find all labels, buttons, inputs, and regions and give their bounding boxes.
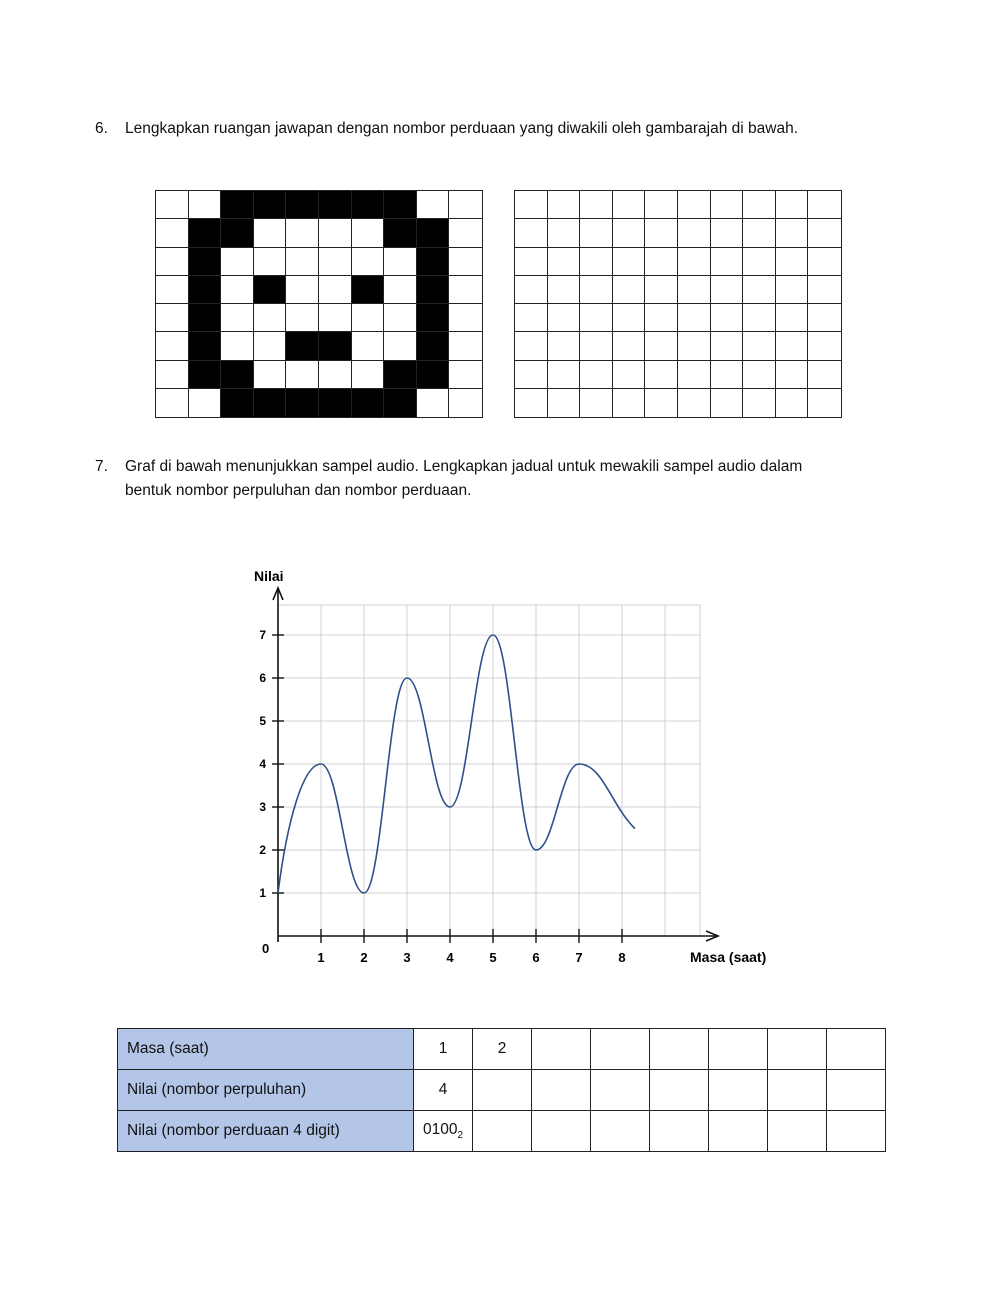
question-text-line-2: bentuk nombor perpuluhan dan nombor perduaan. (125, 482, 472, 499)
x-tick-label: 1 (317, 950, 325, 965)
base-subscript: 2 (457, 1130, 464, 1142)
answer-cell[interactable] (808, 191, 841, 219)
answer-cell[interactable] (645, 219, 678, 247)
pixel-white (319, 361, 352, 389)
pixel-white (221, 304, 254, 332)
pixel-white (221, 248, 254, 276)
pixel-white (319, 276, 352, 304)
x-tick-label: 7 (575, 950, 583, 965)
pixel-white (417, 389, 450, 417)
y-tick-label: 6 (259, 671, 266, 685)
table-row (118, 1070, 886, 1111)
pixel-white (449, 248, 482, 276)
answer-cell[interactable] (743, 191, 776, 219)
pixel-black (352, 389, 385, 417)
table-cell[interactable] (650, 1029, 709, 1070)
pixel-white (352, 248, 385, 276)
table-cell[interactable] (827, 1029, 886, 1070)
answer-cell[interactable] (580, 248, 613, 276)
pixel-white (384, 304, 417, 332)
pixel-white (156, 276, 189, 304)
answer-cell[interactable] (645, 304, 678, 332)
answer-cell[interactable] (743, 332, 776, 360)
pixel-white (254, 304, 287, 332)
answer-cell[interactable] (613, 361, 646, 389)
answer-cell[interactable] (678, 276, 711, 304)
cell-value: 0100 (422, 1120, 458, 1138)
answer-cell[interactable] (613, 332, 646, 360)
pixel-white (156, 219, 189, 247)
answer-cell[interactable] (645, 389, 678, 417)
pixel-black (384, 191, 417, 219)
answer-cell[interactable] (645, 248, 678, 276)
answer-cell[interactable] (580, 304, 613, 332)
table-cell[interactable] (827, 1111, 886, 1152)
table-cell[interactable]: 4 (414, 1070, 473, 1111)
pixel-white (189, 191, 222, 219)
table-cell[interactable] (768, 1029, 827, 1070)
pixel-white (319, 248, 352, 276)
question-number: 6. (95, 120, 108, 137)
table-cell[interactable] (532, 1111, 591, 1152)
answer-cell[interactable] (776, 304, 809, 332)
table-cell[interactable] (768, 1111, 827, 1152)
y-tick-label: 5 (259, 714, 266, 728)
table-cell[interactable] (768, 1070, 827, 1111)
pixel-black (417, 304, 450, 332)
pixel-white (286, 219, 319, 247)
answer-cell[interactable] (678, 332, 711, 360)
table-cell[interactable] (709, 1029, 768, 1070)
answer-cell[interactable] (743, 248, 776, 276)
answer-cell[interactable] (645, 361, 678, 389)
pixel-black (352, 276, 385, 304)
answer-cell[interactable] (743, 361, 776, 389)
table-cell[interactable] (591, 1070, 650, 1111)
pixel-image-grid (155, 190, 483, 418)
answer-cell[interactable] (613, 191, 646, 219)
table-cell[interactable] (709, 1111, 768, 1152)
table-cell[interactable] (414, 1111, 473, 1152)
pixel-black (254, 191, 287, 219)
pixel-black (221, 389, 254, 417)
pixel-white (254, 332, 287, 360)
pixel-black (352, 191, 385, 219)
answer-cell[interactable] (645, 332, 678, 360)
question-text (125, 455, 802, 503)
pixel-white (352, 332, 385, 360)
pixel-white (449, 361, 482, 389)
x-tick-label: 6 (532, 950, 540, 965)
pixel-white (449, 219, 482, 247)
pixel-white (319, 304, 352, 332)
answer-cell[interactable] (515, 332, 548, 360)
answer-cell[interactable] (808, 219, 841, 247)
answer-cell[interactable] (515, 361, 548, 389)
x-tick-label: 2 (360, 950, 368, 965)
y-tick-label: 3 (259, 800, 266, 814)
pixel-black (286, 389, 319, 417)
answer-cell[interactable] (678, 219, 711, 247)
answer-cell[interactable] (711, 304, 744, 332)
answer-cell[interactable] (743, 304, 776, 332)
table-cell[interactable] (532, 1029, 591, 1070)
y-tick-label: 4 (259, 757, 266, 771)
answer-cell[interactable] (711, 332, 744, 360)
answer-cell[interactable] (548, 276, 581, 304)
row-header: Masa (saat) (118, 1029, 414, 1070)
pixel-white (156, 361, 189, 389)
answer-cell[interactable] (580, 389, 613, 417)
answer-cell[interactable] (515, 248, 548, 276)
answer-cell[interactable] (548, 332, 581, 360)
pixel-white (384, 276, 417, 304)
pixel-white (449, 389, 482, 417)
answer-cell[interactable] (711, 389, 744, 417)
pixel-white (254, 361, 287, 389)
answer-cell[interactable] (808, 248, 841, 276)
answer-cell[interactable] (776, 276, 809, 304)
pixel-white (286, 276, 319, 304)
pixel-black (417, 361, 450, 389)
pixel-black (189, 219, 222, 247)
row-header: Nilai (nombor perpuluhan) (118, 1070, 414, 1111)
answer-cell[interactable] (515, 191, 548, 219)
pixel-white (286, 248, 319, 276)
answer-cell[interactable] (548, 191, 581, 219)
pixel-white (417, 191, 450, 219)
pixel-white (449, 304, 482, 332)
y-tick-label: 1 (259, 886, 266, 900)
pixel-black (221, 219, 254, 247)
pixel-black (254, 276, 287, 304)
answer-cell[interactable] (515, 276, 548, 304)
pixel-white (384, 332, 417, 360)
answer-cell[interactable] (808, 276, 841, 304)
pixel-black (417, 332, 450, 360)
x-tick-label: 3 (403, 950, 411, 965)
pixel-white (254, 248, 287, 276)
table-cell[interactable] (650, 1070, 709, 1111)
answer-cell[interactable] (711, 191, 744, 219)
audio-sample-chart (240, 560, 800, 980)
answer-cell[interactable] (808, 304, 841, 332)
pixel-black (221, 191, 254, 219)
pixel-black (417, 276, 450, 304)
x-axis-label: Masa (saat) (690, 949, 767, 965)
answer-cell[interactable] (776, 361, 809, 389)
pixel-white (286, 361, 319, 389)
table-cell[interactable]: 1 (414, 1029, 473, 1070)
answer-cell[interactable] (515, 389, 548, 417)
answer-cell[interactable] (678, 361, 711, 389)
pixel-white (352, 361, 385, 389)
y-axis-label: Nilai (254, 568, 284, 584)
table-cell[interactable] (591, 1111, 650, 1152)
answer-cell[interactable] (613, 389, 646, 417)
answer-cell[interactable] (580, 191, 613, 219)
y-tick-label: 7 (259, 628, 266, 642)
pixel-white (189, 389, 222, 417)
pixel-black (189, 276, 222, 304)
chart-axes (273, 588, 718, 942)
answer-cell[interactable] (613, 219, 646, 247)
answer-cell[interactable] (743, 389, 776, 417)
answer-cell[interactable] (776, 219, 809, 247)
row-header: Nilai (nombor perduaan 4 digit) (118, 1111, 414, 1152)
pixel-black (189, 361, 222, 389)
chart-grid (278, 605, 700, 936)
answer-cell[interactable] (678, 248, 711, 276)
pixel-black (189, 304, 222, 332)
answer-cell[interactable] (711, 361, 744, 389)
pixel-white (156, 248, 189, 276)
answer-cell[interactable] (515, 304, 548, 332)
pixel-black (319, 389, 352, 417)
pixel-black (189, 248, 222, 276)
answer-cell[interactable] (548, 219, 581, 247)
pixel-white (156, 191, 189, 219)
table-cell[interactable] (709, 1070, 768, 1111)
answer-cell[interactable] (580, 332, 613, 360)
answer-cell[interactable] (678, 191, 711, 219)
answer-cell[interactable] (645, 191, 678, 219)
pixel-white (352, 219, 385, 247)
pixel-black (286, 191, 319, 219)
answer-cell[interactable] (711, 276, 744, 304)
pixel-black (254, 389, 287, 417)
answer-cell[interactable] (743, 219, 776, 247)
pixel-white (221, 332, 254, 360)
answer-cell[interactable] (580, 276, 613, 304)
pixel-white (156, 304, 189, 332)
answer-cell[interactable] (548, 389, 581, 417)
answer-cell[interactable] (808, 361, 841, 389)
x-tick-label: 4 (446, 950, 454, 965)
pixel-black (417, 248, 450, 276)
answer-cell[interactable] (808, 332, 841, 360)
table-cell[interactable] (650, 1111, 709, 1152)
pixel-white (156, 389, 189, 417)
x-tick-label: 5 (489, 950, 497, 965)
pixel-white (254, 219, 287, 247)
answer-cell[interactable] (808, 389, 841, 417)
answer-cell[interactable] (711, 248, 744, 276)
pixel-white (449, 276, 482, 304)
answer-cell[interactable] (776, 389, 809, 417)
pixel-black (189, 332, 222, 360)
y-tick-label: 2 (259, 843, 266, 857)
pixel-black (384, 361, 417, 389)
answer-cell[interactable] (776, 191, 809, 219)
answer-cell[interactable] (548, 361, 581, 389)
table-cell[interactable] (827, 1070, 886, 1111)
pixel-black (319, 332, 352, 360)
answer-cell[interactable] (678, 304, 711, 332)
pixel-white (156, 332, 189, 360)
pixel-white (449, 332, 482, 360)
answer-cell[interactable] (515, 219, 548, 247)
pixel-white (384, 248, 417, 276)
answer-cell[interactable] (743, 276, 776, 304)
answer-grid[interactable] (514, 190, 842, 418)
x-tick-label: 8 (618, 950, 626, 965)
table-cell[interactable] (591, 1029, 650, 1070)
answer-cell[interactable] (580, 219, 613, 247)
answer-cell[interactable] (548, 304, 581, 332)
table-cell[interactable]: 2 (473, 1029, 532, 1070)
pixel-white (449, 191, 482, 219)
pixel-white (286, 304, 319, 332)
pixel-white (352, 304, 385, 332)
pixel-white (221, 276, 254, 304)
pixel-black (384, 219, 417, 247)
answer-cell[interactable] (548, 248, 581, 276)
pixel-black (384, 389, 417, 417)
table-cell[interactable] (473, 1111, 532, 1152)
answer-cell[interactable] (580, 361, 613, 389)
answer-cell[interactable] (711, 219, 744, 247)
question-number: 7. (95, 458, 108, 475)
table-cell[interactable] (473, 1070, 532, 1111)
chart-ticks (259, 628, 625, 965)
answer-cell[interactable] (613, 304, 646, 332)
answer-cell[interactable] (613, 248, 646, 276)
question-text-line-1: Graf di bawah menunjukkan sampel audio. Lengkapkan jadual untuk mewakili sampel audio dalam (125, 458, 803, 475)
pixel-black (286, 332, 319, 360)
answer-cell[interactable] (776, 332, 809, 360)
pixel-black (221, 361, 254, 389)
answer-cell[interactable] (645, 276, 678, 304)
table-row (118, 1111, 886, 1152)
pixel-black (319, 191, 352, 219)
answer-cell[interactable] (613, 276, 646, 304)
origin-label: 0 (262, 941, 270, 956)
sample-table (117, 1028, 886, 1152)
pixel-black (417, 219, 450, 247)
pixel-white (319, 219, 352, 247)
answer-cell[interactable] (776, 248, 809, 276)
question-text: Lengkapkan ruangan jawapan dengan nombor perduaan yang diwakili oleh gambarajah di bawah. (125, 120, 799, 137)
table-cell[interactable] (532, 1070, 591, 1111)
table-row (118, 1029, 886, 1070)
answer-cell[interactable] (678, 389, 711, 417)
